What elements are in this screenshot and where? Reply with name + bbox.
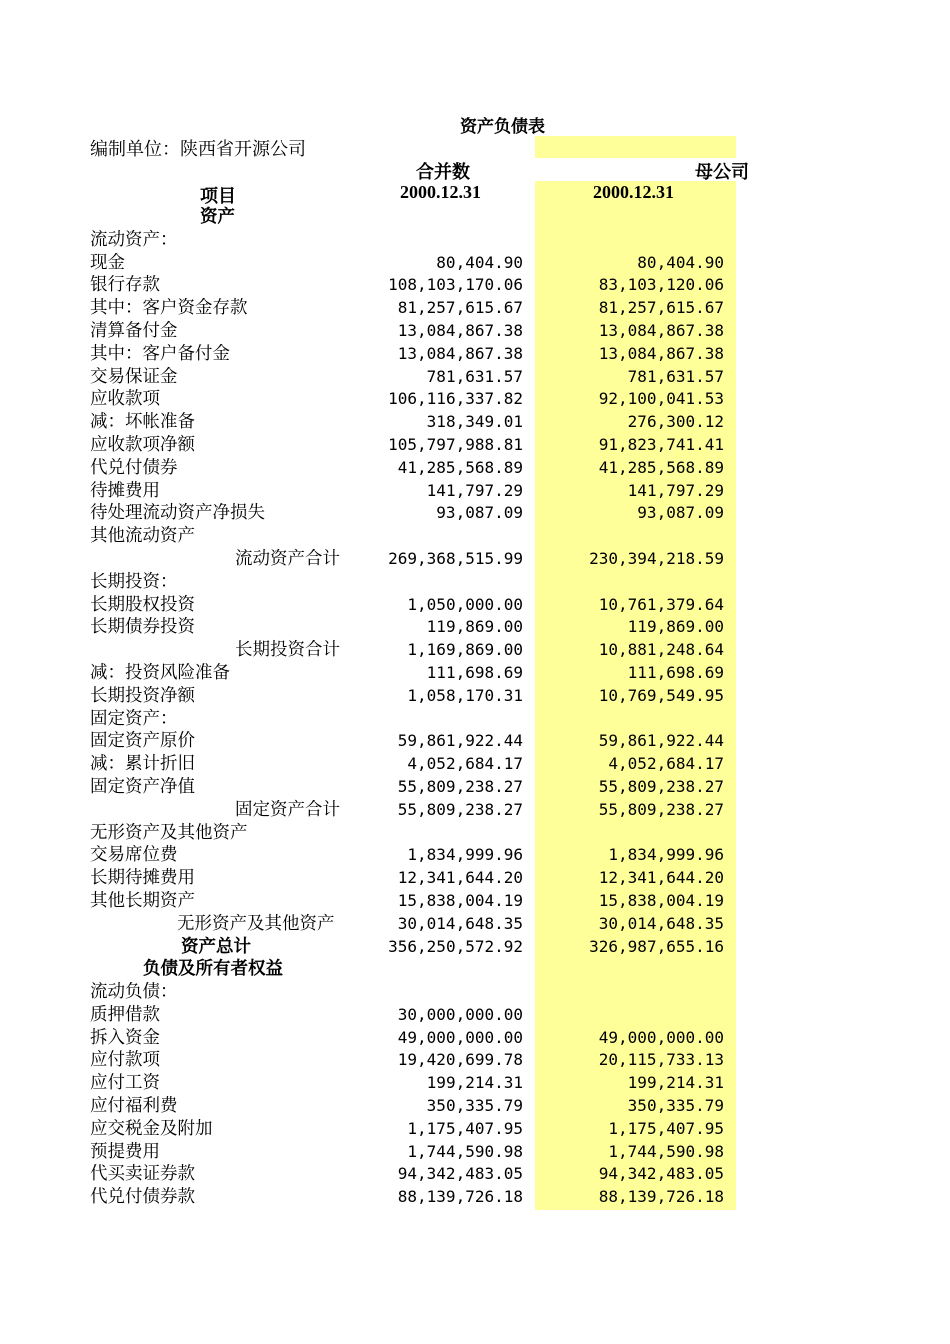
table-row (0, 252, 950, 275)
parent-value: 94,342,483.05 (598, 1164, 724, 1184)
parent-value: 55,809,238.27 (598, 776, 724, 796)
table-row (0, 1141, 950, 1164)
table-row (0, 776, 950, 799)
consolidated-value: 105,797,988.81 (388, 434, 523, 454)
parent-value: 13,084,867.38 (598, 320, 724, 340)
consolidated-value: 4,052,684.17 (407, 754, 523, 774)
header-item: 项目 (200, 186, 236, 206)
consolidated-value: 13,084,867.38 (397, 320, 523, 340)
parent-value: 91,823,741.41 (598, 434, 724, 454)
consolidated-value: 93,087.09 (436, 503, 523, 523)
parent-value: 15,838,004.19 (598, 890, 724, 910)
parent-value: 276,300.12 (627, 412, 724, 432)
consolidated-value: 318,349.01 (426, 412, 523, 432)
consolidated-value: 356,250,572.92 (388, 936, 523, 956)
consolidated-value: 1,058,170.31 (407, 685, 523, 705)
table-row (0, 343, 950, 366)
table-row (0, 366, 950, 389)
table-body (0, 206, 950, 1209)
table-row (0, 981, 950, 1004)
table-row (0, 799, 950, 822)
table-row (0, 753, 950, 776)
row-label: 待处理流动资产净损失 (90, 503, 265, 524)
row-label: 减：投资风险准备 (90, 662, 230, 683)
parent-value: 119,869.00 (627, 617, 724, 637)
table-row (0, 1118, 950, 1141)
row-label: 其他长期资产 (90, 890, 195, 911)
consolidated-value: 30,000,000.00 (397, 1004, 523, 1024)
table-row (0, 685, 950, 708)
consolidated-value: 119,869.00 (426, 617, 523, 637)
row-label: 清算备付金 (90, 320, 178, 341)
table-row (0, 708, 950, 731)
consolidated-value: 80,404.90 (436, 252, 523, 272)
table-row (0, 274, 950, 297)
row-label: 应交税金及附加 (90, 1118, 213, 1139)
parent-value: 199,214.31 (627, 1073, 724, 1093)
table-row (0, 1072, 950, 1095)
consolidated-value: 88,139,726.18 (397, 1187, 523, 1207)
consolidated-value: 199,214.31 (426, 1073, 523, 1093)
consolidated-value: 81,257,615.67 (397, 298, 523, 318)
consolidated-value: 13,084,867.38 (397, 343, 523, 363)
parent-value: 10,769,549.95 (598, 685, 724, 705)
consolidated-value: 269,368,515.99 (388, 548, 523, 568)
consolidated-value: 781,631.57 (426, 366, 523, 386)
sheet-title: 资产负债表 (460, 117, 545, 136)
parent-value: 92,100,041.53 (598, 389, 724, 409)
table-row (0, 844, 950, 867)
parent-value: 81,257,615.67 (598, 298, 724, 318)
row-label: 减：累计折旧 (90, 754, 195, 775)
table-row (0, 730, 950, 753)
consolidated-value: 41,285,568.89 (397, 457, 523, 477)
parent-value: 80,404.90 (637, 252, 724, 272)
parent-value: 10,761,379.64 (598, 594, 724, 614)
consolidated-value: 12,341,644.20 (397, 868, 523, 888)
row-label: 长期股权投资 (90, 594, 195, 615)
row-label: 现金 (90, 252, 125, 273)
row-label: 减：坏帐准备 (90, 412, 195, 433)
consolidated-value: 30,014,648.35 (397, 913, 523, 933)
consolidated-value: 55,809,238.27 (397, 799, 523, 819)
row-label: 待摊费用 (90, 480, 160, 501)
row-label: 交易席位费 (90, 845, 178, 866)
table-row (0, 548, 950, 571)
row-label: 负债及所有者权益 (143, 959, 283, 980)
row-label: 应收款项净额 (90, 434, 195, 455)
parent-value: 59,861,922.44 (598, 731, 724, 751)
consolidated-value: 94,342,483.05 (397, 1164, 523, 1184)
consolidated-value: 49,000,000.00 (397, 1027, 523, 1047)
table-row (0, 1004, 950, 1027)
consolidated-value: 111,698.69 (426, 662, 523, 682)
parent-value: 12,341,644.20 (598, 868, 724, 888)
row-label: 其中：客户备付金 (90, 343, 230, 364)
row-label: 资产 (200, 207, 235, 227)
table-row (0, 457, 950, 480)
consolidated-value: 1,175,407.95 (407, 1118, 523, 1138)
row-label: 流动资产合计 (235, 548, 340, 569)
table-row (0, 913, 950, 936)
row-label: 流动资产： (90, 229, 178, 250)
row-label: 应付款项 (90, 1050, 160, 1071)
row-label: 应收款项 (90, 389, 160, 410)
table-row (0, 434, 950, 457)
table-row (0, 1095, 950, 1118)
header-date-consolidated: 2000.12.31 (400, 182, 481, 202)
table-row (0, 502, 950, 525)
row-label: 长期待摊费用 (90, 868, 195, 889)
parent-value: 4,052,684.17 (608, 754, 724, 774)
table-row (0, 229, 950, 252)
row-label: 质押借款 (90, 1004, 160, 1025)
row-label: 银行存款 (90, 275, 160, 296)
consolidated-value: 141,797.29 (426, 480, 523, 500)
row-label: 固定资产： (90, 708, 178, 729)
table-row (0, 320, 950, 343)
consolidated-value: 1,834,999.96 (407, 845, 523, 865)
parent-value: 326,987,655.16 (589, 936, 724, 956)
parent-value: 781,631.57 (627, 366, 724, 386)
header-parent: 母公司 (695, 162, 749, 182)
table-row (0, 571, 950, 594)
parent-value: 93,087.09 (637, 503, 724, 523)
consolidated-value: 55,809,238.27 (397, 776, 523, 796)
table-row (0, 297, 950, 320)
table-row (0, 1186, 950, 1209)
table-row (0, 936, 950, 959)
parent-value: 350,335.79 (627, 1096, 724, 1116)
parent-value: 13,084,867.38 (598, 343, 724, 363)
row-label: 长期投资净额 (90, 685, 195, 706)
header-date-parent: 2000.12.31 (593, 182, 674, 202)
table-row (0, 1163, 950, 1186)
table-row (0, 616, 950, 639)
table-row (0, 594, 950, 617)
parent-value: 83,103,120.06 (598, 275, 724, 295)
consolidated-value: 106,116,337.82 (388, 389, 523, 409)
table-row (0, 867, 950, 890)
row-label: 代兑付债券 (90, 457, 178, 478)
row-label: 固定资产原价 (90, 731, 195, 752)
row-label: 交易保证金 (90, 366, 178, 387)
consolidated-value: 1,169,869.00 (407, 640, 523, 660)
row-label: 预提费用 (90, 1141, 160, 1162)
consolidated-value: 1,744,590.98 (407, 1141, 523, 1161)
row-label: 流动负债： (90, 982, 178, 1003)
row-label: 固定资产合计 (235, 799, 340, 820)
parent-value: 55,809,238.27 (598, 799, 724, 819)
parent-value: 1,834,999.96 (608, 845, 724, 865)
row-label: 其他流动资产 (90, 526, 195, 547)
table-row (0, 1049, 950, 1072)
table-row (0, 822, 950, 845)
table-row (0, 639, 950, 662)
table-row (0, 1027, 950, 1050)
row-label: 无形资产及其他资产 (177, 913, 335, 934)
table-row (0, 958, 950, 981)
parent-value: 88,139,726.18 (598, 1187, 724, 1207)
table-row (0, 480, 950, 503)
row-label: 代买卖证券款 (90, 1164, 195, 1185)
consolidated-value: 19,420,699.78 (397, 1050, 523, 1070)
row-label: 资产总计 (181, 936, 251, 957)
row-label: 固定资产净值 (90, 776, 195, 797)
table-row (0, 525, 950, 548)
table-row (0, 890, 950, 913)
row-label: 长期债券投资 (90, 617, 195, 638)
parent-value: 141,797.29 (627, 480, 724, 500)
row-label: 长期投资： (90, 571, 178, 592)
table-row (0, 411, 950, 434)
row-label: 长期投资合计 (235, 640, 340, 661)
parent-value: 1,744,590.98 (608, 1141, 724, 1161)
parent-value: 1,175,407.95 (608, 1118, 724, 1138)
consolidated-value: 108,103,170.06 (388, 275, 523, 295)
reporting-unit: 编制单位：陕西省开源公司 (90, 139, 306, 160)
row-label: 应付福利费 (90, 1096, 178, 1117)
row-label: 其中：客户资金存款 (90, 298, 248, 319)
consolidated-value: 15,838,004.19 (397, 890, 523, 910)
parent-value: 49,000,000.00 (598, 1027, 724, 1047)
parent-value: 230,394,218.59 (589, 548, 724, 568)
table-row (0, 388, 950, 411)
parent-value: 20,115,733.13 (598, 1050, 724, 1070)
row-label: 应付工资 (90, 1073, 160, 1094)
parent-value: 10,881,248.64 (598, 640, 724, 660)
consolidated-value: 59,861,922.44 (397, 731, 523, 751)
table-row (0, 662, 950, 685)
parent-value: 30,014,648.35 (598, 913, 724, 933)
row-label: 无形资产及其他资产 (90, 822, 248, 843)
row-label: 代兑付债券款 (90, 1187, 195, 1208)
consolidated-value: 350,335.79 (426, 1096, 523, 1116)
table-row (0, 206, 950, 229)
parent-value: 41,285,568.89 (598, 457, 724, 477)
header-consolidated: 合并数 (416, 162, 470, 182)
row-label: 拆入资金 (90, 1027, 160, 1048)
parent-value: 111,698.69 (627, 662, 724, 682)
consolidated-value: 1,050,000.00 (407, 594, 523, 614)
